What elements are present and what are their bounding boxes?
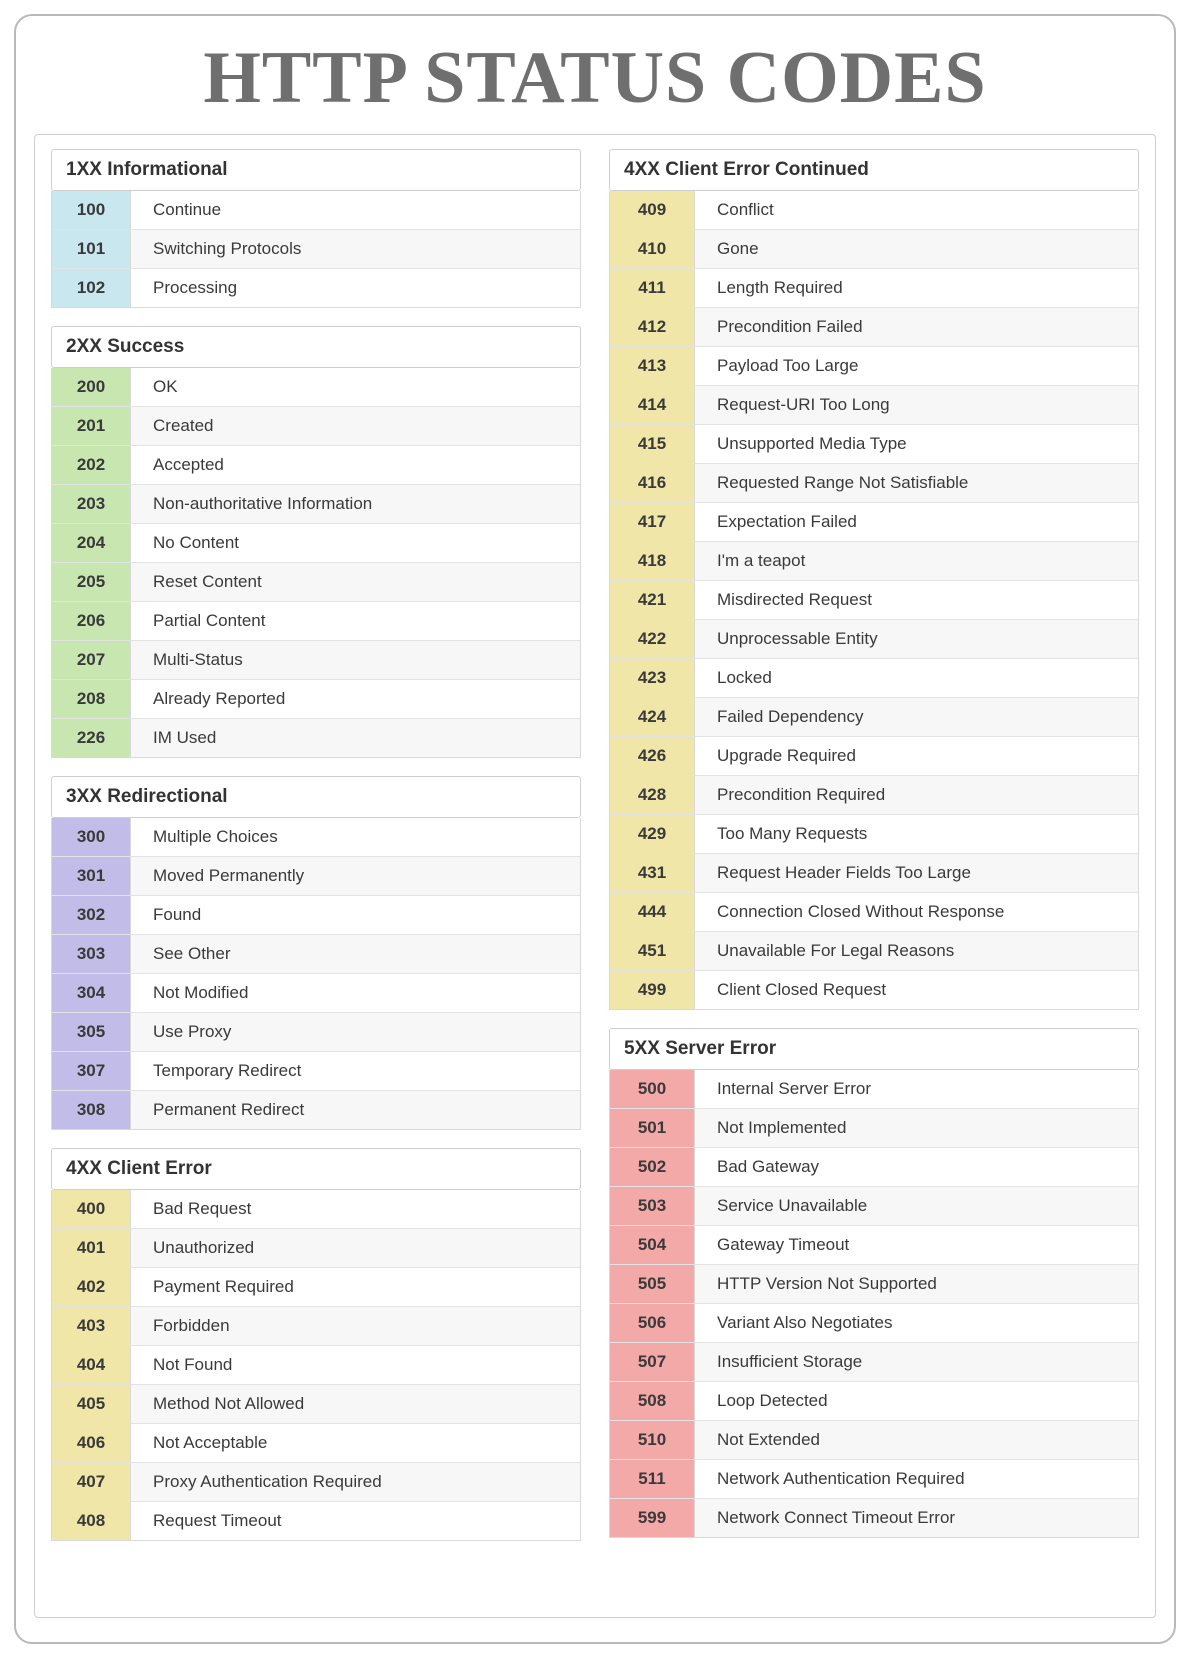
status-description-cell: Permanent Redirect bbox=[153, 1099, 305, 1119]
status-description-cell: Use Proxy bbox=[153, 1021, 232, 1041]
status-row-group bbox=[51, 368, 581, 758]
status-code-cell: 401 bbox=[52, 1229, 131, 1267]
status-row-group bbox=[51, 1190, 581, 1541]
status-code-cell: 307 bbox=[52, 1052, 131, 1090]
columns-layout bbox=[51, 149, 1139, 1541]
status-code-cell: 302 bbox=[52, 896, 131, 934]
status-code-cell: 403 bbox=[52, 1307, 131, 1345]
status-description-cell: Switching Protocols bbox=[153, 238, 302, 258]
table-row bbox=[52, 719, 580, 757]
status-code-cell: 413 bbox=[610, 347, 695, 385]
status-section bbox=[51, 149, 581, 308]
status-description-cell: Service Unavailable bbox=[717, 1195, 868, 1215]
status-description-cell: Internal Server Error bbox=[717, 1078, 871, 1098]
table-row bbox=[52, 1091, 580, 1129]
status-code-cell: 207 bbox=[52, 641, 131, 679]
status-code-cell: 102 bbox=[52, 269, 131, 307]
status-code-cell: 431 bbox=[610, 854, 695, 892]
table-row bbox=[610, 854, 1138, 893]
status-code-cell: 308 bbox=[52, 1091, 131, 1129]
table-row bbox=[610, 1226, 1138, 1265]
table-row bbox=[610, 386, 1138, 425]
table-row bbox=[52, 269, 580, 307]
left-column bbox=[51, 149, 581, 1541]
status-section bbox=[609, 149, 1139, 1010]
table-row bbox=[610, 308, 1138, 347]
status-description-cell: Unprocessable Entity bbox=[717, 628, 878, 648]
status-description-cell: Processing bbox=[153, 277, 238, 297]
table-row bbox=[610, 1343, 1138, 1382]
status-code-cell: 300 bbox=[52, 818, 131, 856]
section-heading: 1XX Informational bbox=[51, 149, 581, 191]
status-code-cell: 405 bbox=[52, 1385, 131, 1423]
table-row bbox=[610, 1382, 1138, 1421]
status-code-cell: 203 bbox=[52, 485, 131, 523]
status-code-cell: 506 bbox=[610, 1304, 695, 1342]
table-row bbox=[52, 1268, 580, 1307]
status-code-cell: 100 bbox=[52, 191, 131, 229]
status-description-cell: Gateway Timeout bbox=[717, 1234, 850, 1254]
status-code-cell: 301 bbox=[52, 857, 131, 895]
status-description-cell: Temporary Redirect bbox=[153, 1060, 302, 1080]
section-heading: 5XX Server Error bbox=[609, 1028, 1139, 1070]
status-description-cell: Failed Dependency bbox=[717, 706, 864, 726]
table-row bbox=[52, 1229, 580, 1268]
status-description-cell: Length Required bbox=[717, 277, 843, 297]
status-description-cell: Multi-Status bbox=[153, 649, 243, 669]
status-description-cell: Too Many Requests bbox=[717, 823, 868, 843]
table-row bbox=[52, 1463, 580, 1502]
status-code-cell: 206 bbox=[52, 602, 131, 640]
status-code-cell: 599 bbox=[610, 1499, 695, 1537]
status-code-cell: 400 bbox=[52, 1190, 131, 1228]
status-code-cell: 421 bbox=[610, 581, 695, 619]
status-code-cell: 406 bbox=[52, 1424, 131, 1462]
status-code-cell: 412 bbox=[610, 308, 695, 346]
table-row bbox=[52, 368, 580, 407]
status-code-cell: 204 bbox=[52, 524, 131, 562]
table-row bbox=[52, 563, 580, 602]
status-description-cell: Variant Also Negotiates bbox=[717, 1312, 893, 1332]
status-description-cell: Non-authoritative Information bbox=[153, 493, 373, 513]
table-row bbox=[52, 446, 580, 485]
section-heading: 4XX Client Error Continued bbox=[609, 149, 1139, 191]
table-row bbox=[610, 191, 1138, 230]
status-description-cell: Not Modified bbox=[153, 982, 249, 1002]
status-section bbox=[609, 1028, 1139, 1538]
table-row bbox=[52, 935, 580, 974]
status-code-cell: 407 bbox=[52, 1463, 131, 1501]
table-row bbox=[610, 815, 1138, 854]
status-code-cell: 202 bbox=[52, 446, 131, 484]
status-code-cell: 201 bbox=[52, 407, 131, 445]
status-code-cell: 409 bbox=[610, 191, 695, 229]
table-row bbox=[610, 503, 1138, 542]
table-row bbox=[610, 1109, 1138, 1148]
table-row bbox=[52, 1052, 580, 1091]
status-code-cell: 504 bbox=[610, 1226, 695, 1264]
status-description-cell: Already Reported bbox=[153, 688, 286, 708]
table-row bbox=[52, 524, 580, 563]
table-row bbox=[610, 1265, 1138, 1304]
status-description-cell: Accepted bbox=[153, 454, 224, 474]
status-description-cell: Bad Gateway bbox=[717, 1156, 820, 1176]
table-row bbox=[52, 485, 580, 524]
status-description-cell: Payment Required bbox=[153, 1276, 294, 1296]
status-code-cell: 408 bbox=[52, 1502, 131, 1540]
table-row bbox=[610, 542, 1138, 581]
table-row bbox=[610, 737, 1138, 776]
status-code-cell: 411 bbox=[610, 269, 695, 307]
table-row bbox=[52, 191, 580, 230]
status-code-cell: 303 bbox=[52, 935, 131, 973]
status-description-cell: Precondition Required bbox=[717, 784, 886, 804]
status-code-cell: 305 bbox=[52, 1013, 131, 1051]
status-description-cell: Insufficient Storage bbox=[717, 1351, 863, 1371]
status-description-cell: Not Found bbox=[153, 1354, 233, 1374]
status-code-cell: 511 bbox=[610, 1460, 695, 1498]
status-code-cell: 444 bbox=[610, 893, 695, 931]
status-description-cell: Created bbox=[153, 415, 214, 435]
table-row bbox=[610, 893, 1138, 932]
table-row bbox=[610, 581, 1138, 620]
status-code-cell: 417 bbox=[610, 503, 695, 541]
status-description-cell: Payload Too Large bbox=[717, 355, 859, 375]
section-heading: 2XX Success bbox=[51, 326, 581, 368]
section-heading: 4XX Client Error bbox=[51, 1148, 581, 1190]
status-code-cell: 422 bbox=[610, 620, 695, 658]
status-description-cell: Network Authentication Required bbox=[717, 1468, 965, 1488]
status-section bbox=[51, 1148, 581, 1541]
status-code-cell: 429 bbox=[610, 815, 695, 853]
table-row bbox=[610, 425, 1138, 464]
status-code-cell: 200 bbox=[52, 368, 131, 406]
table-row bbox=[52, 230, 580, 269]
table-row bbox=[610, 1187, 1138, 1226]
table-row bbox=[52, 1385, 580, 1424]
status-code-cell: 101 bbox=[52, 230, 131, 268]
table-row bbox=[52, 1346, 580, 1385]
status-code-cell: 402 bbox=[52, 1268, 131, 1306]
status-description-cell: OK bbox=[153, 376, 178, 396]
status-description-cell: Reset Content bbox=[153, 571, 262, 591]
table-row bbox=[52, 1190, 580, 1229]
table-row bbox=[610, 1460, 1138, 1499]
table-row bbox=[52, 818, 580, 857]
status-code-cell: 502 bbox=[610, 1148, 695, 1186]
status-description-cell: Client Closed Request bbox=[717, 979, 887, 999]
status-description-cell: Gone bbox=[717, 238, 759, 258]
status-code-cell: 505 bbox=[610, 1265, 695, 1303]
status-description-cell: See Other bbox=[153, 943, 231, 963]
status-description-cell: Found bbox=[153, 904, 202, 924]
status-description-cell: Moved Permanently bbox=[153, 865, 305, 885]
table-row bbox=[610, 230, 1138, 269]
table-row bbox=[52, 896, 580, 935]
status-code-cell: 510 bbox=[610, 1421, 695, 1459]
right-column bbox=[609, 149, 1139, 1538]
status-row-group bbox=[609, 1070, 1139, 1538]
status-description-cell: Not Acceptable bbox=[153, 1432, 268, 1452]
status-code-cell: 423 bbox=[610, 659, 695, 697]
status-description-cell: Loop Detected bbox=[717, 1390, 828, 1410]
status-description-cell: Connection Closed Without Response bbox=[717, 901, 1005, 921]
status-description-cell: Unavailable For Legal Reasons bbox=[717, 940, 955, 960]
table-row bbox=[610, 1304, 1138, 1343]
table-row bbox=[610, 347, 1138, 386]
status-description-cell: Request Timeout bbox=[153, 1510, 282, 1530]
table-row bbox=[610, 269, 1138, 308]
table-row bbox=[610, 971, 1138, 1009]
status-code-cell: 507 bbox=[610, 1343, 695, 1381]
table-row bbox=[610, 620, 1138, 659]
status-code-cell: 415 bbox=[610, 425, 695, 463]
status-description-cell: Expectation Failed bbox=[717, 511, 857, 531]
status-code-cell: 410 bbox=[610, 230, 695, 268]
status-code-cell: 404 bbox=[52, 1346, 131, 1384]
table-row bbox=[610, 659, 1138, 698]
status-code-cell: 499 bbox=[610, 971, 695, 1009]
status-code-cell: 501 bbox=[610, 1109, 695, 1147]
table-row bbox=[52, 1307, 580, 1346]
status-description-cell: Requested Range Not Satisfiable bbox=[717, 472, 969, 492]
status-code-cell: 208 bbox=[52, 680, 131, 718]
status-description-cell: Locked bbox=[717, 667, 772, 687]
status-description-cell: I'm a teapot bbox=[717, 550, 806, 570]
status-description-cell: HTTP Version Not Supported bbox=[717, 1273, 937, 1293]
status-description-cell: Forbidden bbox=[153, 1315, 230, 1335]
status-description-cell: Conflict bbox=[717, 199, 774, 219]
status-description-cell: Upgrade Required bbox=[717, 745, 856, 765]
status-description-cell: Unauthorized bbox=[153, 1237, 255, 1257]
table-row bbox=[610, 698, 1138, 737]
status-description-cell: Multiple Choices bbox=[153, 826, 278, 846]
status-description-cell: Proxy Authentication Required bbox=[153, 1471, 382, 1491]
status-description-cell: Unsupported Media Type bbox=[717, 433, 907, 453]
page-title: HTTP STATUS CODES bbox=[203, 37, 987, 119]
status-description-cell: Precondition Failed bbox=[717, 316, 863, 336]
status-description-cell: Method Not Allowed bbox=[153, 1393, 305, 1413]
status-code-cell: 418 bbox=[610, 542, 695, 580]
status-row-group bbox=[51, 191, 581, 308]
table-row bbox=[52, 407, 580, 446]
status-code-cell: 414 bbox=[610, 386, 695, 424]
content-frame bbox=[34, 134, 1156, 1618]
section-heading: 3XX Redirectional bbox=[51, 776, 581, 818]
status-description-cell: Partial Content bbox=[153, 610, 266, 630]
status-description-cell: IM Used bbox=[153, 727, 217, 747]
table-row bbox=[610, 1148, 1138, 1187]
status-code-cell: 503 bbox=[610, 1187, 695, 1225]
status-code-cell: 426 bbox=[610, 737, 695, 775]
status-code-cell: 304 bbox=[52, 974, 131, 1012]
table-row bbox=[610, 932, 1138, 971]
table-row bbox=[52, 680, 580, 719]
table-row bbox=[610, 1070, 1138, 1109]
table-row bbox=[610, 464, 1138, 503]
table-row bbox=[52, 1013, 580, 1052]
status-code-cell: 205 bbox=[52, 563, 131, 601]
table-row bbox=[52, 1424, 580, 1463]
status-description-cell: Continue bbox=[153, 199, 222, 219]
table-row bbox=[52, 974, 580, 1013]
status-code-cell: 500 bbox=[610, 1070, 695, 1108]
table-row bbox=[610, 1421, 1138, 1460]
status-description-cell: Request-URI Too Long bbox=[717, 394, 890, 414]
status-description-cell: Request Header Fields Too Large bbox=[717, 862, 971, 882]
table-row bbox=[52, 641, 580, 680]
status-description-cell: Not Implemented bbox=[717, 1117, 847, 1137]
status-row-group bbox=[51, 818, 581, 1130]
status-description-cell: Bad Request bbox=[153, 1198, 252, 1218]
status-code-cell: 226 bbox=[52, 719, 131, 757]
status-code-cell: 428 bbox=[610, 776, 695, 814]
status-description-cell: Misdirected Request bbox=[717, 589, 872, 609]
status-description-cell: Not Extended bbox=[717, 1429, 821, 1449]
status-description-cell: Network Connect Timeout Error bbox=[717, 1507, 956, 1527]
status-code-cell: 416 bbox=[610, 464, 695, 502]
status-section bbox=[51, 776, 581, 1130]
table-row bbox=[610, 776, 1138, 815]
poster-sheet bbox=[14, 14, 1176, 1644]
status-section bbox=[51, 326, 581, 758]
status-code-cell: 424 bbox=[610, 698, 695, 736]
status-row-group bbox=[609, 191, 1139, 1010]
status-description-cell: No Content bbox=[153, 532, 239, 552]
table-row bbox=[610, 1499, 1138, 1537]
status-code-cell: 451 bbox=[610, 932, 695, 970]
table-row bbox=[52, 1502, 580, 1540]
table-row bbox=[52, 857, 580, 896]
table-row bbox=[52, 602, 580, 641]
status-code-cell: 508 bbox=[610, 1382, 695, 1420]
